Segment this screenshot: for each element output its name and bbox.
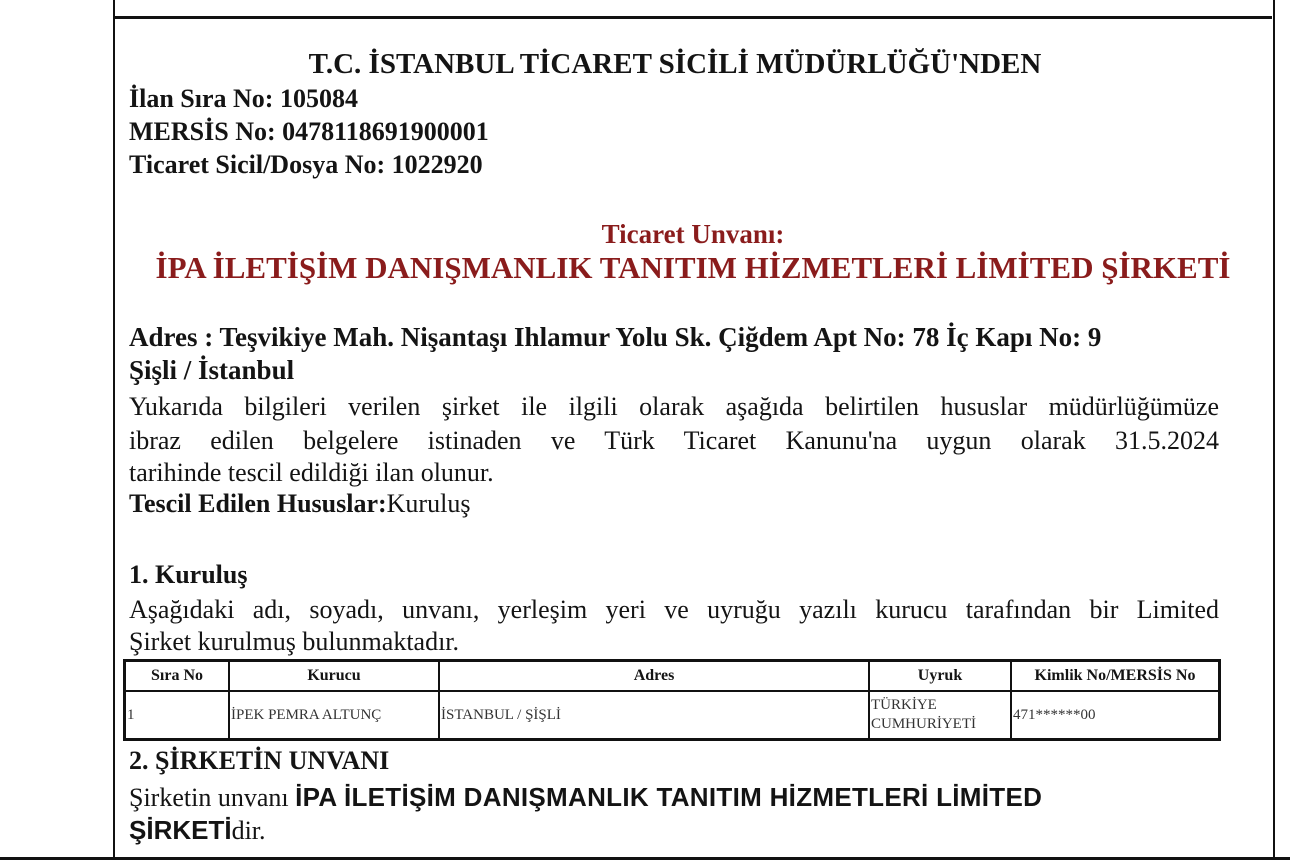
table-header-row — [125, 661, 1220, 692]
uyruk-line-2: CUMHURİYETİ — [871, 716, 976, 732]
col-kurucu: Kurucu — [229, 661, 439, 692]
tescil-hususlar — [129, 489, 470, 519]
cell-sira-no: 1 — [125, 691, 230, 740]
document-title: T.C. İSTANBUL TİCARET SİCİLİ MÜDÜRLÜĞÜ'NDEN — [308, 48, 1042, 80]
col-uyruk: Uyruk — [869, 661, 1011, 692]
section-2-company-name: İPA İLETİŞİM DANIŞMANLIK TANITIM HİZMETLERİ LİMİTED — [295, 782, 1043, 812]
section-2-prefix: Şirketin unvanı — [129, 783, 296, 812]
cell-uyruk — [869, 691, 1011, 740]
top-rule — [113, 16, 1272, 19]
cell-kimlik-no: 471******00 — [1011, 691, 1220, 740]
address-line-1: Adres : Teşvikiye Mah. Nişantaşı Ihlamur Yolu Sk. Çiğdem Apt No: 78 İç Kapı No: 9 — [129, 322, 1102, 352]
section-2-line-1 — [129, 782, 1042, 813]
col-sira-no: Sıra No — [125, 661, 230, 692]
section-1-heading: 1. Kuruluş — [129, 560, 248, 589]
address-line-2: Şişli / İstanbul — [129, 355, 295, 385]
section-1-line-2: Şirket kurulmuş bulunmaktadır. — [129, 627, 460, 656]
ticaret-unvani-label: Ticaret Unvanı: — [601, 219, 785, 249]
bottom-rule — [0, 857, 1290, 860]
cell-adres: İSTANBUL / ŞİŞLİ — [439, 691, 869, 740]
section-2-company-name-end: ŞİRKETİ — [129, 815, 232, 845]
section-2-suffix: dir. — [231, 816, 266, 845]
notice-line-3: tarihinde tescil edildiği ilan olunur. — [129, 458, 494, 487]
notice-line-1: Yukarıda bilgileri verilen şirket ile ilgili olarak aşağıda belirtilen hususlar müdürlüğümüze — [129, 392, 1219, 421]
kurucu-table — [123, 659, 1221, 741]
tescil-label: Tescil Edilen Hususlar: — [129, 489, 387, 518]
section-2-line-2 — [129, 815, 266, 846]
col-adres: Adres — [439, 661, 869, 692]
section-1-line-1: Aşağıdaki adı, soyadı, unvanı, yerleşim yeri ve uyruğu yazılı kurucu tarafından bir Limited — [129, 595, 1219, 624]
notice-line-2: ibraz edilen belgelere istinaden ve Türk Ticaret Kanunu'na uygun olarak 31.5.2024 — [129, 426, 1219, 455]
sicil-no: Ticaret Sicil/Dosya No: 1022920 — [129, 150, 483, 179]
ilan-sira-no: İlan Sıra No: 105084 — [129, 84, 358, 113]
cell-kurucu: İPEK PEMRA ALTUNÇ — [229, 691, 439, 740]
table-row — [125, 691, 1220, 740]
tescil-value: Kuruluş — [386, 489, 471, 518]
mersis-no: MERSİS No: 0478118691900001 — [129, 117, 489, 146]
section-2-heading: 2. ŞİRKETİN UNVANI — [129, 746, 390, 775]
uyruk-line-1: TÜRKİYE — [871, 697, 937, 713]
col-kimlik-no: Kimlik No/MERSİS No — [1011, 661, 1220, 692]
ticaret-unvani: İPA İLETİŞİM DANIŞMANLIK TANITIM HİZMETLERİ LİMİTED ŞİRKETİ — [155, 250, 1231, 285]
